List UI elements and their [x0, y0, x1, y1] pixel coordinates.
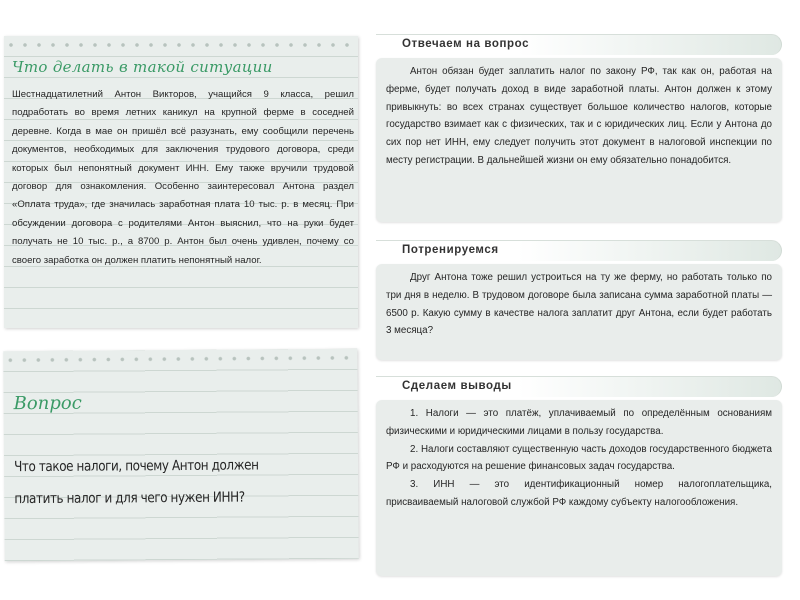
- situation-title: Что делать в такой ситуации: [12, 58, 273, 76]
- conclusions-heading: Сделаем выводы: [402, 380, 512, 392]
- conclusion-item: 2. Налоги составляют существенную часть доходов государственного бюджета РФ и расходуются на решение финансовых задач государства.: [386, 443, 772, 473]
- answer-text: Антон обязан будет заплатить налог по закону РФ, так как он, работая на ферме, будет получать доход в виде заработной платы. Антон должен к этому привыкнуть: во всех странах существует большое количество налогов, которые государство взимает как с физических, так и с юридических лиц. Если у Антона до сих пор нет ИНН, ему следует получить этот документ в налоговой инспекции по месту регистрации. В дальнейшей жизни он ему обязательно понадобится.: [386, 66, 772, 166]
- question-title: Вопрос: [13, 392, 82, 415]
- practice-panel: [376, 264, 782, 360]
- conclusion-item: 1. Налоги — это платёж, уплачиваемый по определённым основаниям физическими и юридическими лицами в пользу государства.: [386, 408, 772, 437]
- practice-heading: Потренируемся: [402, 244, 499, 256]
- question-text: Что такое налоги, почему Антон должен платить налог и для чего нужен ИНН?: [14, 457, 259, 508]
- practice-heading-tab: [376, 240, 782, 261]
- question-note: [3, 349, 358, 561]
- answer-heading-tab: [376, 34, 782, 55]
- conclusion-item: 3. ИНН — это идентификационный номер налогоплательщика, присваиваемый налоговой службой РФ каждому субъекту налогообложения.: [386, 479, 772, 508]
- answer-panel: [376, 58, 782, 222]
- answer-heading: Отвечаем на вопрос: [402, 38, 530, 50]
- binder-holes: [3, 355, 357, 363]
- situation-note: [4, 36, 358, 328]
- situation-text: Шестнадцатилетний Антон Викторов, учащийся 9 класса, решил подработать во время летних каникул на крупной ферме в соседней деревне. Когда в мае он пришёл всё разузнать, ему сообщили перечень документов, необходимых для заключения трудового договора, среди которых был непонятный документ ИНН. Ему также вручили трудовой договор для ознакомления. Особенно заинтересовал Антона раздел «Оплата труда», где значилась заработная плата 10 тыс. р. в месяц. При обсуждении договора с родителями Антон выяснил, что на руки будет получать не 10 тыс. р., а 8700 р. Антон был очень удивлен, почему со своего заработка он должен платить непонятный налог.: [12, 89, 354, 266]
- conclusions-panel: [376, 400, 782, 576]
- conclusions-heading-tab: [376, 376, 782, 397]
- binder-holes: [4, 42, 358, 48]
- practice-text: Друг Антона тоже решил устроиться на ту же ферму, но работать только по три дня в неделю. В трудовом договоре была записана сумма заработной платы — 6500 р. Какую сумму в качестве налога заплатит друг Антона, если будет работать 3 месяца?: [386, 272, 772, 337]
